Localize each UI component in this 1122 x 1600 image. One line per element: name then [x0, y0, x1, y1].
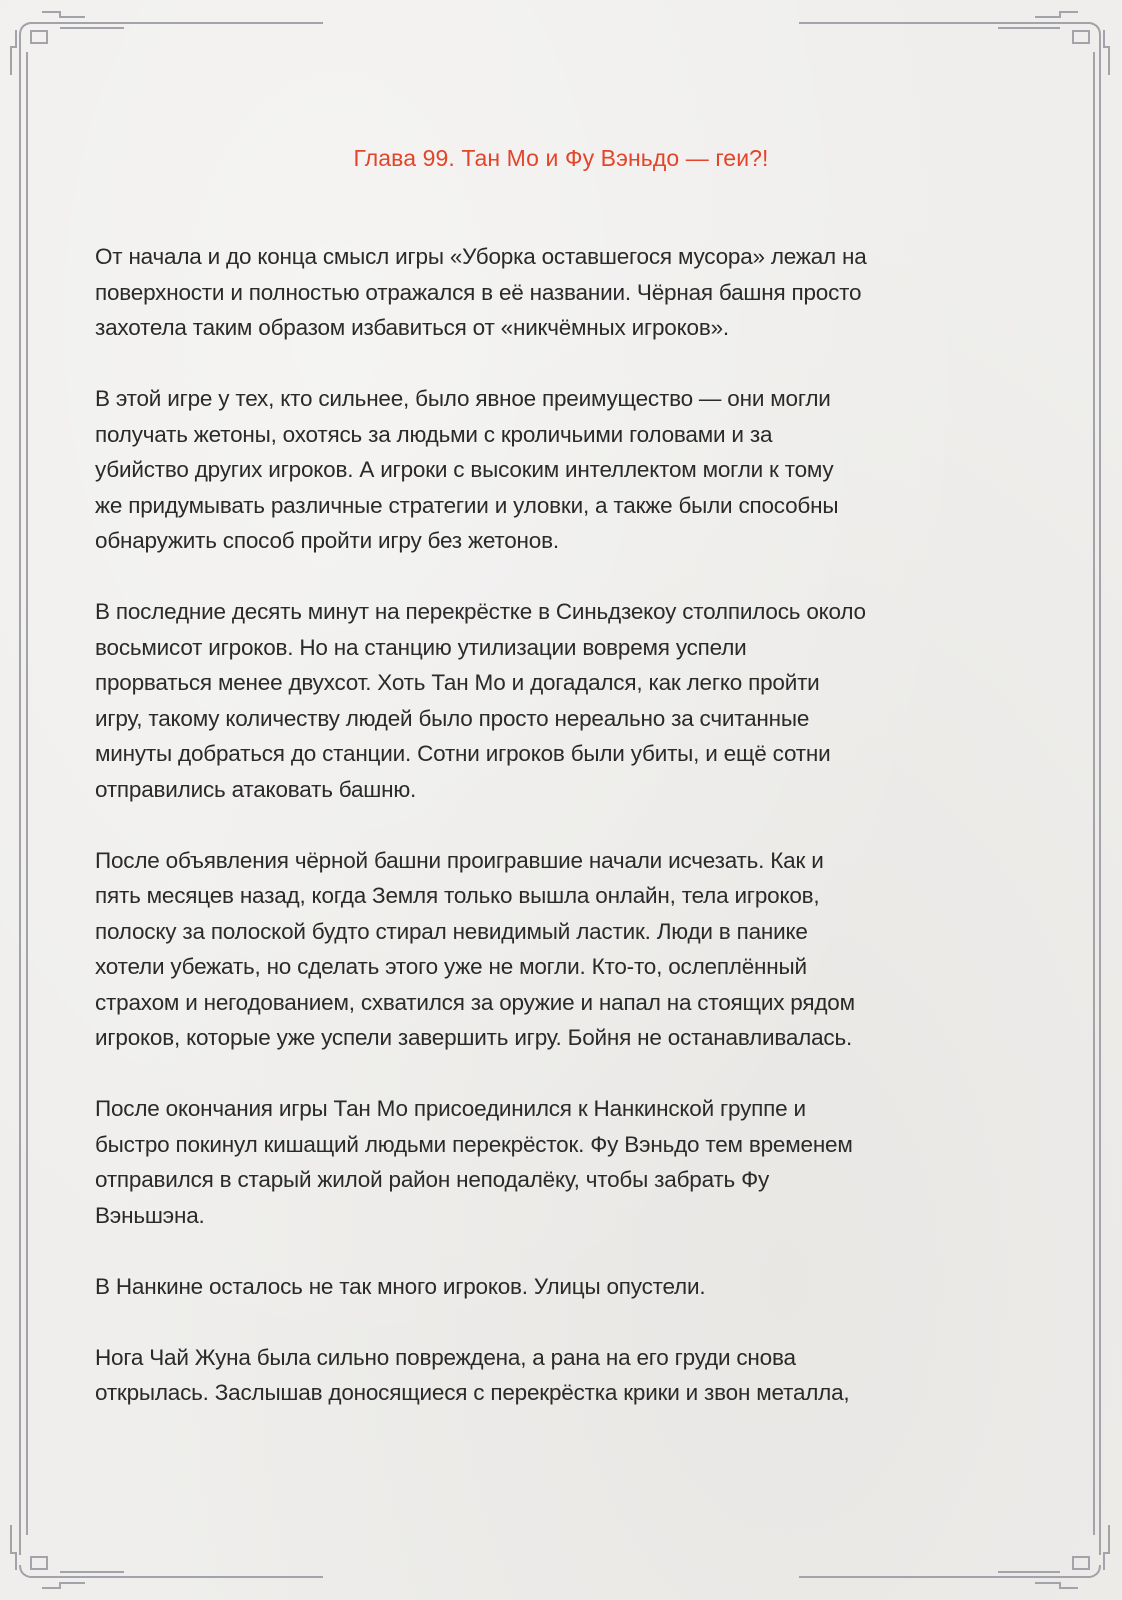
- text-line: прорваться менее двухсот. Хоть Тан Мо и догадался, как легко пройти: [95, 670, 820, 695]
- text-line: Нога Чай Жуна была сильно повреждена, а рана на его груди снова: [95, 1344, 796, 1370]
- text-line: хотели убежать, но сделать этого уже не могли. Кто-то, ослеплённый: [95, 954, 807, 979]
- text-line: игру, такому количеству людей было просто нереально за считанные: [95, 705, 810, 731]
- text-line: отправился в старый жилой район неподалёку, чтобы забрать Фу: [95, 1167, 770, 1192]
- chapter-body: [95, 239, 1035, 1446]
- text-line: страхом и негодованием, схватился за оружие и напал на стоящих рядом: [95, 989, 855, 1015]
- paragraph: [95, 1091, 1035, 1233]
- text-line: открылась. Заслышав доносящиеся с перекрёстка крики и звон металла,: [95, 1380, 850, 1405]
- frame-corner-bottom-left: [11, 1525, 323, 1588]
- paragraph: [95, 239, 1035, 346]
- paragraph: [95, 1269, 1035, 1305]
- paragraph: [95, 843, 1035, 1056]
- text-line: В этой игре у тех, кто сильнее, было явное преимущество — они могли: [95, 386, 831, 411]
- text-line: быстро покинул кишащий людьми перекрёсток. Фу Вэньдо тем временем: [95, 1131, 853, 1157]
- paragraph: [95, 381, 1035, 559]
- text-line: поверхности и полностью отражался в её названии. Чёрная башня просто: [95, 279, 862, 305]
- paragraph: [95, 1340, 1035, 1411]
- text-line: В Нанкине осталось не так много игроков. Улицы опустели.: [95, 1273, 706, 1299]
- text-line: получать жетоны, охотясь за людьми с кроличьими головами и за: [95, 421, 773, 447]
- text-line: После окончания игры Тан Мо присоединился к Нанкинской группе и: [95, 1096, 806, 1121]
- frame-corner-bottom-right: [799, 1525, 1109, 1588]
- text-line: Вэньшэна.: [95, 1202, 205, 1228]
- paragraph: [95, 594, 1035, 807]
- text-line: полоску за полоской будто стирал невидимый ластик. Люди в панике: [95, 918, 808, 944]
- chapter-title: Глава 99. Тан Мо и Фу Вэньдо — геи?!: [353, 145, 769, 171]
- text-line: В последние десять минут на перекрёстке в Синьдзекоу столпилось около: [95, 599, 866, 624]
- text-line: обнаружить способ пройти игру без жетонов.: [95, 528, 559, 553]
- text-line: убийство других игроков. А игроки с высоким интеллектом могли к тому: [95, 457, 834, 482]
- text-line: же придумывать различные стратегии и уловки, а также были способны: [95, 492, 839, 518]
- text-line: игроков, которые уже успели завершить игру. Бойня не останавливалась.: [95, 1025, 853, 1050]
- text-line: пять месяцев назад, когда Земля только вышла онлайн, тела игроков,: [95, 883, 820, 908]
- text-line: После объявления чёрной башни проигравшие начали исчезать. Как и: [95, 847, 824, 873]
- text-line: захотела таким образом избавиться от «никчёмных игроков».: [95, 315, 729, 340]
- text-line: минуты добраться до станции. Сотни игроков были убиты, и ещё сотни: [95, 741, 831, 766]
- text-line: отправились атаковать башню.: [95, 776, 417, 802]
- text-line: восьмисот игроков. Но на станцию утилизации вовремя успели: [95, 634, 747, 660]
- text-line: От начала и до конца смысл игры «Уборка оставшегося мусора» лежал на: [95, 244, 867, 269]
